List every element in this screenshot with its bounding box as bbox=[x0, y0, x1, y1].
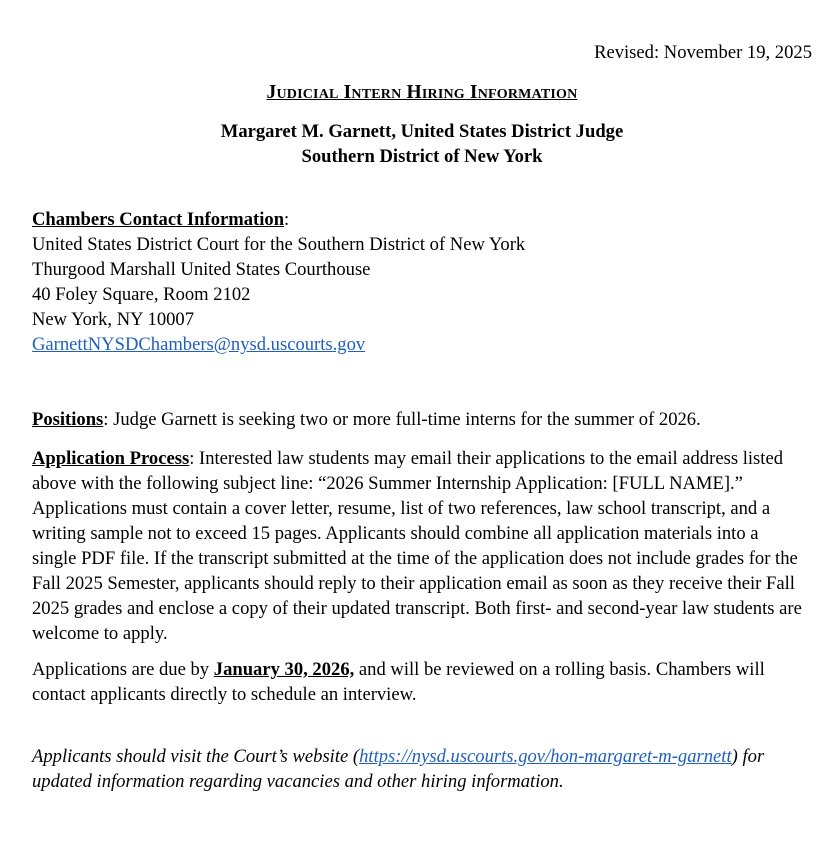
contact-email-link[interactable]: GarnettNYSDChambers@nysd.uscourts.gov bbox=[32, 334, 366, 355]
document-title: Judicial Intern Hiring Information bbox=[266, 82, 578, 103]
positions-heading: Positions bbox=[32, 409, 104, 430]
contact-address-line-3: 40 Foley Square, Room 2102 bbox=[32, 284, 251, 305]
contact-address-line-4: New York, NY 10007 bbox=[32, 309, 195, 330]
positions-text: : Judge Garnett is seeking two or more full-time interns for the summer of 2026. bbox=[103, 409, 701, 430]
website-note bbox=[32, 744, 812, 794]
due-suffix: and will be reviewed on a rolling basis. Chambers will contact applicants directly to schedule an interview. bbox=[32, 659, 765, 705]
positions-paragraph bbox=[32, 407, 812, 432]
revised-date: Revised: November 19, 2025 bbox=[594, 42, 812, 63]
due-prefix: Applications are due by bbox=[32, 659, 214, 680]
application-process-heading: Application Process bbox=[32, 448, 190, 469]
judge-name-line: Margaret M. Garnett, United States District Judge bbox=[220, 121, 624, 142]
district-line: Southern District of New York bbox=[301, 146, 543, 167]
contact-heading-line bbox=[32, 207, 812, 232]
contact-heading-colon: : bbox=[284, 209, 290, 230]
note-suffix: ) for updated information regarding vacancies and other hiring information. bbox=[32, 746, 765, 792]
contact-email-line bbox=[32, 332, 812, 357]
document-title-block bbox=[32, 80, 812, 105]
note-prefix: Applicants should visit the Court’s website ( bbox=[32, 746, 360, 767]
judge-subtitle bbox=[32, 119, 812, 169]
application-process-text: : Interested law students may email their applications to the email address listed above with the following subject line: “2026 Summer Internship Application: [FULL NAME].” Applications must contain a cover letter, resume, list of two references, law school transcript, and a writing sample not to exceed 15 pages. Applicants should combine all application materials into a single PDF file. If the transcript submitted at the time of the application does not include grades for the Fall 2025 Semester, applicants should reply to their application email as soon as they receive their Fall 2025 grades and enclose a copy of their updated transcript. Both first- and second-year law students are welcome to apply. bbox=[32, 448, 802, 644]
application-process-paragraph bbox=[32, 446, 802, 646]
due-date-paragraph bbox=[32, 657, 802, 707]
court-website-link[interactable]: https://nysd.uscourts.gov/hon-margaret-m-garnett bbox=[359, 746, 732, 767]
contact-address-line-1: United States District Court for the Southern District of New York bbox=[32, 234, 526, 255]
contact-heading: Chambers Contact Information bbox=[32, 209, 285, 230]
contact-section bbox=[32, 207, 812, 357]
due-date: January 30, 2026, bbox=[213, 659, 355, 680]
contact-address-line-2: Thurgood Marshall United States Courthouse bbox=[32, 259, 371, 280]
